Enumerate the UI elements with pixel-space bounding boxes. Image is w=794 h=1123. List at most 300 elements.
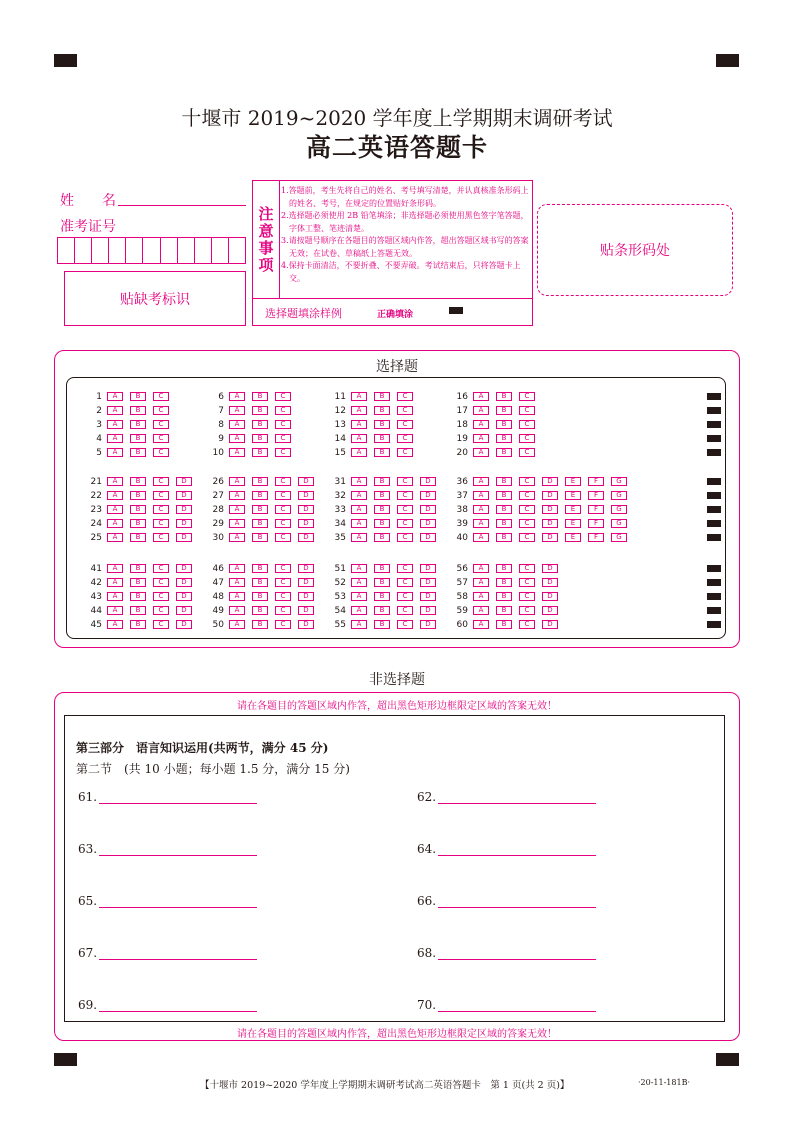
answer-bubble[interactable]: A [351, 620, 367, 629]
answer-bubble[interactable]: B [130, 519, 146, 528]
answer-bubble[interactable]: C [397, 505, 413, 514]
answer-blank[interactable] [78, 998, 257, 1012]
answer-bubble[interactable]: A [229, 592, 245, 601]
answer-bubble[interactable]: B [374, 533, 390, 542]
answer-bubble[interactable]: B [130, 477, 146, 486]
answer-bubble[interactable]: A [229, 491, 245, 500]
answer-bubble[interactable]: B [252, 592, 268, 601]
answer-bubble[interactable]: A [107, 434, 123, 443]
answer-bubble[interactable]: B [374, 420, 390, 429]
answer-bubble[interactable]: A [351, 392, 367, 401]
answer-bubble[interactable]: A [229, 477, 245, 486]
answer-bubble[interactable]: E [565, 477, 581, 486]
answer-bubble[interactable]: D [420, 606, 436, 615]
answer-bubble[interactable]: C [153, 533, 169, 542]
answer-bubble[interactable]: D [542, 533, 558, 542]
answer-bubble[interactable]: A [473, 519, 489, 528]
answer-bubble[interactable]: D [542, 477, 558, 486]
answer-bubble[interactable]: C [397, 420, 413, 429]
answer-bubble[interactable]: D [298, 564, 314, 573]
question-row [328, 577, 443, 588]
answer-bubble[interactable]: A [351, 564, 367, 573]
answer-bubble[interactable]: A [473, 434, 489, 443]
answer-bubble[interactable]: C [519, 420, 535, 429]
question-number: 8 [218, 419, 224, 430]
answer-bubble[interactable]: C [275, 406, 291, 415]
question-number: 41 [90, 563, 102, 574]
answer-bubble[interactable]: C [519, 406, 535, 415]
exam-id-cell[interactable] [178, 238, 195, 263]
answer-bubble[interactable]: A [229, 564, 245, 573]
answer-bubble[interactable]: B [496, 491, 512, 500]
timing-mark [707, 579, 721, 586]
answer-blank[interactable] [78, 790, 257, 804]
answer-bubble[interactable]: D [542, 564, 558, 573]
answer-bubble[interactable]: C [519, 505, 535, 514]
exam-id-cell[interactable] [143, 238, 160, 263]
answer-bubble[interactable]: C [153, 519, 169, 528]
answer-bubble[interactable]: D [542, 592, 558, 601]
question-row [206, 433, 298, 444]
question-number: 1 [96, 391, 102, 402]
answer-bubble[interactable]: G [611, 533, 627, 542]
answer-bubble[interactable]: C [153, 491, 169, 500]
answer-bubble[interactable]: A [351, 533, 367, 542]
question-row [450, 447, 542, 458]
question-number: 37 [456, 490, 468, 501]
answer-bubble[interactable]: C [397, 606, 413, 615]
answer-bubble[interactable]: A [351, 420, 367, 429]
answer-bubble[interactable]: B [130, 491, 146, 500]
answer-bubble[interactable]: A [229, 578, 245, 587]
answer-bubble[interactable]: A [107, 620, 123, 629]
timing-mark [707, 421, 721, 428]
answer-bubble[interactable]: C [153, 420, 169, 429]
answer-bubble[interactable]: B [252, 519, 268, 528]
answer-bubble[interactable]: A [107, 564, 123, 573]
answer-bubble[interactable]: B [130, 420, 146, 429]
absent-sticker-area: 贴缺考标识 [64, 271, 246, 326]
question-number: 69. [78, 998, 98, 1012]
timing-mark [707, 492, 721, 499]
answer-bubble[interactable]: C [519, 392, 535, 401]
question-number: 18 [456, 419, 468, 430]
answer-bubble[interactable]: C [153, 477, 169, 486]
answer-bubble[interactable]: E [565, 505, 581, 514]
answer-bubble[interactable]: E [565, 533, 581, 542]
answer-bubble[interactable]: B [252, 505, 268, 514]
exam-id-cell[interactable] [109, 238, 126, 263]
answer-bubble[interactable]: D [542, 491, 558, 500]
answer-bubble[interactable]: D [176, 519, 192, 528]
question-row [328, 490, 443, 501]
answer-bubble[interactable]: C [275, 434, 291, 443]
answer-bubble[interactable]: B [252, 434, 268, 443]
answer-bubble[interactable]: C [275, 448, 291, 457]
answer-bubble[interactable]: C [275, 592, 291, 601]
answer-bubble[interactable]: C [153, 620, 169, 629]
answer-blank[interactable] [417, 998, 596, 1012]
answer-bubble[interactable]: C [519, 564, 535, 573]
answer-bubble[interactable]: B [252, 448, 268, 457]
answer-bubble[interactable]: C [275, 578, 291, 587]
answer-bubble[interactable]: C [153, 592, 169, 601]
answer-bubble[interactable]: D [298, 477, 314, 486]
answer-bubble[interactable]: B [496, 392, 512, 401]
answer-bubble[interactable]: G [611, 519, 627, 528]
answer-bubble[interactable]: A [229, 448, 245, 457]
answer-bubble[interactable]: G [611, 477, 627, 486]
answer-bubble[interactable]: C [153, 578, 169, 587]
answer-bubble[interactable]: C [153, 505, 169, 514]
exam-id-cell[interactable] [229, 238, 245, 263]
answer-bubble[interactable]: D [176, 491, 192, 500]
answer-line[interactable] [438, 947, 596, 960]
answer-bubble[interactable]: A [473, 564, 489, 573]
answer-bubble[interactable]: A [351, 606, 367, 615]
answer-bubble[interactable]: G [611, 491, 627, 500]
answer-bubble[interactable]: D [298, 578, 314, 587]
answer-bubble[interactable]: B [130, 592, 146, 601]
answer-bubble[interactable]: B [252, 392, 268, 401]
answer-line[interactable] [99, 843, 257, 856]
answer-bubble[interactable]: C [519, 448, 535, 457]
answer-bubble[interactable]: A [351, 592, 367, 601]
answer-line[interactable] [99, 791, 257, 804]
answer-bubble[interactable]: B [374, 434, 390, 443]
answer-bubble[interactable]: A [229, 406, 245, 415]
answer-bubble[interactable]: B [496, 620, 512, 629]
answer-bubble[interactable]: B [496, 505, 512, 514]
answer-bubble[interactable]: B [130, 606, 146, 615]
answer-bubble[interactable]: D [298, 606, 314, 615]
answer-bubble[interactable]: D [542, 620, 558, 629]
question-number: 35 [334, 532, 346, 543]
answer-bubble[interactable]: B [496, 434, 512, 443]
exam-id-cell[interactable] [161, 238, 178, 263]
answer-bubble[interactable]: C [519, 578, 535, 587]
answer-bubble[interactable]: A [107, 406, 123, 415]
timing-mark [707, 534, 721, 541]
answer-bubble[interactable]: C [397, 477, 413, 486]
answer-bubble[interactable]: C [153, 434, 169, 443]
answer-bubble[interactable]: A [473, 448, 489, 457]
page-footer: 【十堰市 2019~2020 学年度上学期期末调研考试高二英语答题卡 第 1 页(共 2 页)】 [200, 1080, 570, 1091]
question-number: 58 [456, 591, 468, 602]
answer-bubble[interactable]: B [130, 620, 146, 629]
answer-bubble[interactable]: D [298, 519, 314, 528]
answer-bubble[interactable]: D [298, 533, 314, 542]
answer-bubble[interactable]: D [420, 564, 436, 573]
answer-bubble[interactable]: F [588, 505, 604, 514]
answer-blank[interactable] [417, 946, 596, 960]
answer-bubble[interactable]: B [374, 592, 390, 601]
question-row [206, 391, 298, 402]
answer-bubble[interactable]: A [107, 592, 123, 601]
answer-bubble[interactable]: C [275, 564, 291, 573]
answer-bubble[interactable]: A [473, 406, 489, 415]
exam-id-cell[interactable] [75, 238, 92, 263]
question-number: 6 [218, 391, 224, 402]
question-number: 25 [90, 532, 102, 543]
answer-bubble[interactable]: D [420, 592, 436, 601]
answer-bubble[interactable]: C [397, 592, 413, 601]
answer-bubble[interactable]: A [107, 606, 123, 615]
answer-bubble[interactable]: B [374, 519, 390, 528]
answer-bubble[interactable]: C [275, 519, 291, 528]
answer-bubble[interactable]: B [252, 578, 268, 587]
exam-id-cell[interactable] [195, 238, 212, 263]
answer-bubble[interactable]: A [473, 533, 489, 542]
answer-bubble[interactable]: A [229, 392, 245, 401]
answer-bubble[interactable]: C [153, 406, 169, 415]
answer-bubble[interactable]: A [473, 592, 489, 601]
answer-bubble[interactable]: A [473, 578, 489, 587]
answer-bubble[interactable]: C [397, 519, 413, 528]
answer-bubble[interactable]: C [397, 578, 413, 587]
answer-bubble[interactable]: C [275, 606, 291, 615]
answer-bubble[interactable]: D [420, 477, 436, 486]
answer-bubble[interactable]: C [153, 448, 169, 457]
exam-id-cell[interactable] [92, 238, 109, 263]
answer-bubble[interactable]: A [107, 392, 123, 401]
answer-bubble[interactable]: B [496, 519, 512, 528]
answer-bubble[interactable]: B [496, 420, 512, 429]
answer-bubble[interactable]: C [397, 533, 413, 542]
answer-bubble[interactable]: B [496, 533, 512, 542]
answer-bubble[interactable]: A [107, 505, 123, 514]
answer-bubble[interactable]: C [519, 592, 535, 601]
answer-line[interactable] [438, 895, 596, 908]
answer-bubble[interactable]: D [542, 578, 558, 587]
answer-bubble[interactable]: C [397, 434, 413, 443]
paper-code: ·20-11-181B· [638, 1078, 690, 1087]
answer-bubble[interactable]: B [374, 505, 390, 514]
answer-blank[interactable] [417, 894, 596, 908]
answer-bubble[interactable]: A [473, 420, 489, 429]
answer-line[interactable] [438, 791, 596, 804]
answer-bubble[interactable]: C [275, 477, 291, 486]
answer-bubble[interactable]: C [397, 620, 413, 629]
answer-bubble[interactable]: C [519, 533, 535, 542]
answer-bubble[interactable]: A [473, 620, 489, 629]
answer-bubble[interactable]: A [229, 505, 245, 514]
name-field[interactable] [118, 205, 246, 206]
answer-bubble[interactable]: B [130, 533, 146, 542]
answer-bubble[interactable]: G [611, 505, 627, 514]
answer-bubble[interactable]: A [351, 578, 367, 587]
answer-bubble[interactable]: D [298, 505, 314, 514]
answer-bubble[interactable]: D [420, 578, 436, 587]
answer-bubble[interactable]: A [473, 491, 489, 500]
answer-bubble[interactable]: A [107, 477, 123, 486]
answer-bubble[interactable]: B [130, 448, 146, 457]
answer-bubble[interactable]: C [519, 477, 535, 486]
answer-bubble[interactable]: A [107, 491, 123, 500]
answer-bubble[interactable]: B [252, 491, 268, 500]
part-heading: 第三部分 语言知识运用(共两节，满分 45 分) [76, 741, 329, 755]
answer-bubble[interactable]: B [252, 477, 268, 486]
answer-bubble[interactable]: C [275, 420, 291, 429]
answer-bubble[interactable]: A [107, 519, 123, 528]
answer-bubble[interactable]: B [252, 564, 268, 573]
answer-bubble[interactable]: B [496, 606, 512, 615]
answer-bubble[interactable]: B [130, 578, 146, 587]
question-number: 34 [334, 518, 346, 529]
answer-bubble[interactable]: B [374, 491, 390, 500]
answer-bubble[interactable]: A [473, 505, 489, 514]
answer-bubble[interactable]: A [473, 477, 489, 486]
answer-bubble[interactable]: B [374, 392, 390, 401]
answer-bubble[interactable]: D [176, 477, 192, 486]
answer-bubble[interactable]: D [542, 606, 558, 615]
answer-blank[interactable] [417, 790, 596, 804]
answer-bubble[interactable]: A [107, 533, 123, 542]
exam-id-cell[interactable] [212, 238, 229, 263]
answer-bubble[interactable]: B [496, 448, 512, 457]
answer-bubble[interactable]: D [176, 564, 192, 573]
answer-bubble[interactable]: A [229, 533, 245, 542]
answer-bubble[interactable]: D [298, 491, 314, 500]
answer-bubble[interactable]: B [374, 448, 390, 457]
answer-bubble[interactable]: B [496, 477, 512, 486]
answer-bubble[interactable]: D [420, 505, 436, 514]
answer-bubble[interactable]: C [397, 392, 413, 401]
answer-bubble[interactable]: D [176, 578, 192, 587]
answer-line[interactable] [99, 999, 257, 1012]
answer-bubble[interactable]: D [420, 620, 436, 629]
answer-bubble[interactable]: D [298, 592, 314, 601]
answer-blank[interactable] [78, 894, 257, 908]
timing-mark [707, 506, 721, 513]
answer-bubble[interactable]: B [374, 578, 390, 587]
answer-bubble[interactable]: D [420, 519, 436, 528]
answer-bubble[interactable]: A [229, 620, 245, 629]
question-row [328, 591, 443, 602]
answer-bubble[interactable]: A [107, 578, 123, 587]
answer-bubble[interactable]: A [229, 420, 245, 429]
answer-bubble[interactable]: C [153, 606, 169, 615]
answer-line[interactable] [438, 999, 596, 1012]
answer-bubble[interactable]: C [519, 434, 535, 443]
answer-bubble[interactable]: D [420, 491, 436, 500]
answer-bubble[interactable]: B [374, 606, 390, 615]
answer-line[interactable] [99, 947, 257, 960]
answer-bubble[interactable]: C [397, 406, 413, 415]
answer-bubble[interactable]: D [420, 533, 436, 542]
answer-bubble[interactable]: C [275, 491, 291, 500]
answer-bubble[interactable]: C [397, 491, 413, 500]
answer-bubble[interactable]: A [107, 448, 123, 457]
answer-bubble[interactable]: D [298, 620, 314, 629]
answer-bubble[interactable]: F [588, 477, 604, 486]
answer-bubble[interactable]: F [588, 533, 604, 542]
answer-bubble[interactable]: B [252, 533, 268, 542]
answer-bubble[interactable]: A [351, 406, 367, 415]
question-number: 17 [456, 405, 468, 416]
answer-bubble[interactable]: B [130, 434, 146, 443]
answer-bubble[interactable]: E [565, 491, 581, 500]
answer-blank[interactable] [78, 842, 257, 856]
answer-bubble[interactable]: B [252, 606, 268, 615]
exam-id-cell[interactable] [126, 238, 143, 263]
exam-id-grid[interactable] [57, 237, 246, 264]
answer-bubble[interactable]: D [176, 505, 192, 514]
answer-bubble[interactable]: C [397, 448, 413, 457]
answer-bubble[interactable]: A [473, 392, 489, 401]
answer-bubble[interactable]: C [519, 519, 535, 528]
answer-bubble[interactable]: B [130, 406, 146, 415]
answer-line[interactable] [99, 895, 257, 908]
answer-bubble[interactable]: C [275, 392, 291, 401]
answer-bubble[interactable]: C [519, 606, 535, 615]
answer-bubble[interactable]: A [351, 505, 367, 514]
answer-bubble[interactable]: F [588, 519, 604, 528]
answer-bubble[interactable]: A [473, 606, 489, 615]
answer-bubble[interactable]: D [176, 592, 192, 601]
answer-bubble[interactable]: B [130, 505, 146, 514]
answer-bubble[interactable]: A [351, 477, 367, 486]
answer-bubble[interactable]: D [176, 620, 192, 629]
answer-bubble[interactable]: F [588, 491, 604, 500]
answer-bubble[interactable]: A [351, 519, 367, 528]
answer-bubble[interactable]: C [519, 491, 535, 500]
answer-bubble[interactable]: B [496, 406, 512, 415]
answer-bubble[interactable]: B [252, 620, 268, 629]
answer-bubble[interactable]: E [565, 519, 581, 528]
answer-bubble[interactable]: B [374, 564, 390, 573]
answer-bubble[interactable]: A [351, 491, 367, 500]
question-number: 5 [96, 447, 102, 458]
answer-bubble[interactable]: B [130, 392, 146, 401]
answer-bubble[interactable]: B [252, 420, 268, 429]
answer-bubble[interactable]: C [275, 505, 291, 514]
answer-bubble[interactable]: C [519, 620, 535, 629]
answer-bubble[interactable]: A [229, 606, 245, 615]
answer-bubble[interactable]: C [153, 564, 169, 573]
answer-bubble[interactable]: C [397, 564, 413, 573]
answer-bubble[interactable]: D [176, 533, 192, 542]
answer-bubble[interactable]: C [153, 392, 169, 401]
answer-bubble[interactable]: B [374, 620, 390, 629]
question-row [328, 433, 420, 444]
answer-bubble[interactable]: A [351, 448, 367, 457]
answer-bubble[interactable]: B [496, 578, 512, 587]
answer-bubble[interactable]: B [374, 477, 390, 486]
question-number: 49 [212, 605, 224, 616]
exam-id-cell[interactable] [58, 238, 75, 263]
answer-bubble[interactable]: B [496, 592, 512, 601]
question-number: 45 [90, 619, 102, 630]
answer-bubble[interactable]: B [374, 406, 390, 415]
answer-bubble[interactable]: A [229, 519, 245, 528]
question-row [450, 532, 634, 543]
answer-bubble[interactable]: D [542, 519, 558, 528]
answer-bubble[interactable]: B [496, 564, 512, 573]
answer-blank[interactable] [78, 946, 257, 960]
answer-bubble[interactable]: C [275, 533, 291, 542]
answer-bubble[interactable]: A [229, 434, 245, 443]
answer-bubble[interactable]: B [130, 564, 146, 573]
answer-line[interactable] [438, 843, 596, 856]
answer-bubble[interactable]: A [107, 420, 123, 429]
answer-blank[interactable] [417, 842, 596, 856]
answer-bubble[interactable]: B [252, 406, 268, 415]
answer-bubble[interactable]: D [176, 606, 192, 615]
answer-bubble[interactable]: D [542, 505, 558, 514]
answer-bubble[interactable]: C [275, 620, 291, 629]
answer-bubble[interactable]: A [351, 434, 367, 443]
